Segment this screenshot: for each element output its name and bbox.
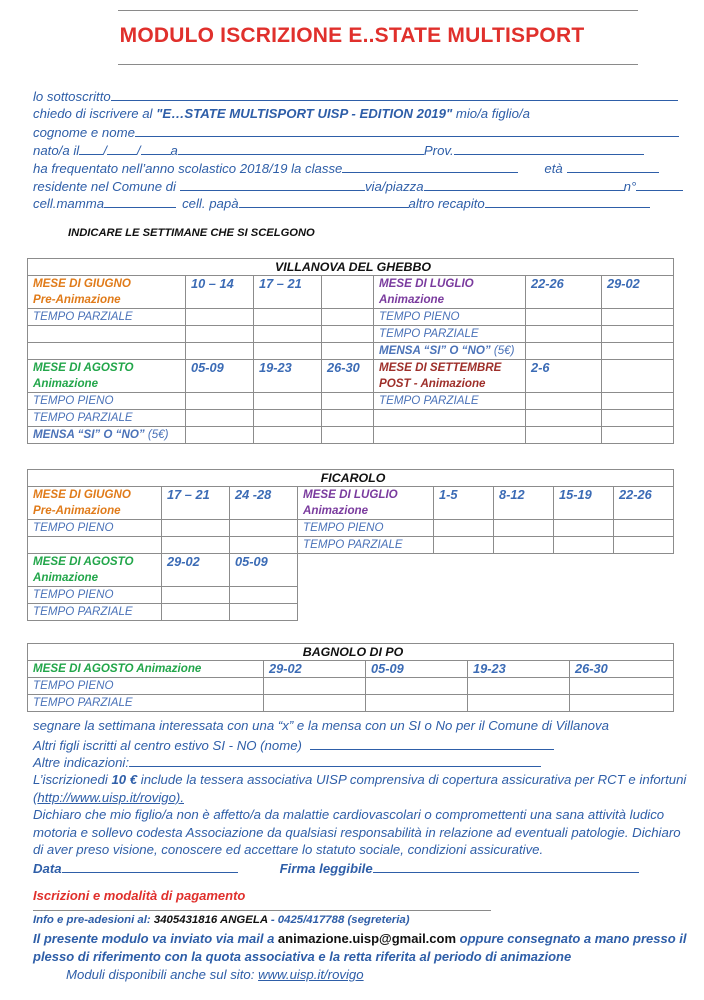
empty-cell [28, 326, 186, 343]
label-num: n° [623, 179, 637, 194]
empty-cell [186, 343, 254, 360]
empty-cell [322, 326, 374, 343]
villanova-luglio-anim: Animazione [379, 293, 445, 306]
field-data[interactable] [62, 859, 238, 873]
field-comune[interactable] [180, 177, 365, 191]
blank-area [298, 587, 674, 604]
empty-cell [322, 343, 374, 360]
checkbox-cell[interactable] [322, 393, 374, 410]
villanova-week-29-02: 29-02 [602, 276, 674, 309]
villanova-pre-anim: Pre-Animazione [33, 293, 121, 306]
checkbox-cell[interactable] [602, 343, 674, 360]
event-name: "E…STATE MULTISPORT UISP - EDITION 2019" [156, 106, 453, 121]
label-a: a [170, 143, 178, 158]
bagnolo-week-05-09: 05-09 [366, 661, 468, 678]
ficarolo-giugno-pieno: TEMPO PIENO [28, 520, 162, 537]
checkbox-cell[interactable] [614, 537, 674, 554]
ficarolo-giugno-label: MESE DI GIUGNO [33, 488, 131, 501]
field-prov[interactable] [454, 141, 644, 155]
ficarolo-luglio-anim: Animazione [303, 504, 369, 517]
note-iscrizione [33, 771, 686, 789]
villanova-agosto-mensa [28, 427, 186, 444]
empty-cell [602, 427, 674, 444]
field-num[interactable] [636, 177, 683, 191]
blank-area [298, 604, 674, 621]
bagnolo-parziale: TEMPO PARZIALE [28, 695, 264, 712]
villanova-settembre-parziale: TEMPO PARZIALE [374, 393, 526, 410]
label-eta: età [544, 161, 563, 176]
checkbox-cell[interactable] [526, 326, 602, 343]
label-altre-ind: Altre indicazioni: [33, 755, 130, 770]
field-cognome[interactable] [135, 123, 679, 137]
ficarolo-table [27, 469, 674, 621]
ficarolo-week-24-28: 24 -28 [230, 487, 298, 520]
empty-cell [28, 537, 162, 554]
ficarolo-week-15-19: 15-19 [554, 487, 614, 520]
footer-rule [33, 910, 491, 911]
bagnolo-title: BAGNOLO DI PO [28, 644, 674, 661]
checkbox-cell[interactable] [494, 537, 554, 554]
form-line-residente [33, 177, 683, 195]
villanova-settembre-cell [374, 360, 526, 393]
checkbox-cell[interactable] [366, 678, 468, 695]
villanova-empty-cell[interactable] [322, 276, 374, 309]
empty-cell [374, 410, 526, 427]
ficarolo-week-05-09: 05-09 [230, 554, 298, 587]
blank-area [298, 554, 674, 587]
checkbox-cell[interactable] [434, 537, 494, 554]
ficarolo-week-17-21: 17 – 21 [162, 487, 230, 520]
bagnolo-table [27, 643, 674, 712]
info-prefix: Info e pre-adesioni al: [33, 914, 154, 926]
bagnolo-agosto-label: MESE DI AGOSTO Animazione [28, 661, 264, 678]
checkbox-cell[interactable] [554, 537, 614, 554]
note-dich-3: di aver preso visione, conoscere ed accettare lo statuto sociale, condizioni assicurative. [33, 842, 544, 857]
iscrizioni-heading: Iscrizioni e modalità di pagamento [33, 888, 246, 903]
ficarolo-week-8-12: 8-12 [494, 487, 554, 520]
checkbox-cell[interactable] [526, 309, 602, 326]
field-cell-papa[interactable] [239, 194, 409, 208]
ficarolo-luglio-label: MESE DI LUGLIO [303, 488, 398, 501]
villanova-luglio-mensa-price: (5€) [490, 344, 515, 357]
form-line-nato [33, 141, 683, 159]
label-firma: Firma leggibile [279, 861, 373, 876]
ficarolo-luglio-cell [298, 487, 434, 520]
ficarolo-giugno-cell [28, 487, 162, 520]
checkbox-cell[interactable] [186, 393, 254, 410]
checkbox-cell[interactable] [494, 520, 554, 537]
label-cell-papa: cell. papà [182, 196, 239, 211]
indicare-heading: INDICARE LE SETTIMANE CHE SI SCELGONO [68, 227, 315, 239]
label-via: via/piazza [364, 179, 424, 194]
field-via[interactable] [424, 177, 624, 191]
invio-1a: Il presente modulo va inviato via mail a [33, 931, 278, 946]
form-line-cognome [33, 123, 683, 141]
checkbox-cell[interactable] [186, 309, 254, 326]
ficarolo-agosto-parziale: TEMPO PARZIALE [28, 604, 162, 621]
checkbox-cell[interactable] [254, 427, 322, 444]
slash-2: / [136, 143, 141, 158]
empty-cell [230, 537, 298, 554]
field-cell-mamma[interactable] [104, 194, 176, 208]
empty-cell [28, 343, 186, 360]
invio-line-2: plesso di riferimento con la quota associativa e la retta riferita al periodo di animazione [33, 949, 572, 964]
field-firma[interactable] [373, 859, 639, 873]
moduli-label: Moduli disponibili anche sul sito: [66, 967, 259, 982]
villanova-table [27, 258, 674, 444]
note-dich-1: Dichiaro che mio figlio/a non è affetto/a da malattie cardiovascolari o compromettenti una sana attività ludico [33, 807, 665, 822]
moduli-line [66, 966, 364, 984]
label-prov: Prov. [423, 143, 454, 158]
villanova-week-10-14: 10 – 14 [186, 276, 254, 309]
villanova-week-19-23: 19-23 [254, 360, 322, 393]
villanova-luglio-pieno: TEMPO PIENO [374, 309, 526, 326]
empty-cell [602, 393, 674, 410]
checkbox-cell[interactable] [468, 678, 570, 695]
label-nato: nato/a il [33, 143, 80, 158]
checkbox-cell[interactable] [162, 604, 230, 621]
bagnolo-week-29-02: 29-02 [264, 661, 366, 678]
villanova-luglio-mensa-label: MENSA “SI” O “NO” [379, 344, 491, 357]
ficarolo-agosto-cell [28, 554, 162, 587]
ficarolo-agosto-anim: Animazione [33, 571, 99, 584]
ficarolo-week-29-02: 29-02 [162, 554, 230, 587]
label-residente: residente nel Comune di [33, 179, 176, 194]
invio-line-1 [33, 931, 686, 946]
villanova-week-26-30: 26-30 [322, 360, 374, 393]
checkbox-cell[interactable] [570, 695, 674, 712]
note-data-firma [33, 859, 639, 878]
checkbox-cell[interactable] [254, 309, 322, 326]
label-cognome: cognome e nome [33, 125, 135, 140]
field-eta[interactable] [567, 159, 659, 173]
ficarolo-agosto-label: MESE DI AGOSTO [33, 555, 134, 568]
invio-1b: oppure consegnato a mano presso il [456, 931, 687, 946]
label-figlio: mio/a figlio/a [452, 106, 530, 121]
villanova-week-17-21: 17 – 21 [254, 276, 322, 309]
ficarolo-pre-anim: Pre-Animazione [33, 504, 121, 517]
label-altro: altro recapito [408, 196, 485, 211]
villanova-agosto-label: MESE DI AGOSTO [33, 361, 134, 374]
checkbox-cell[interactable] [434, 520, 494, 537]
villanova-agosto-anim: Animazione [33, 377, 99, 390]
checkbox-cell[interactable] [322, 309, 374, 326]
note-altre-ind [33, 753, 541, 772]
label-altri-figli: Altri figli iscritti al centro estivo SI - NO (nome) [33, 738, 302, 753]
form-line-sottoscritto [33, 87, 683, 105]
note-segnare: segnare la settimana interessata con una “x” e la mensa con un SI o No per il Comune di Villanova [33, 718, 609, 733]
label-cell-mamma: cell.mamma [33, 196, 105, 211]
form-line-classe [33, 159, 683, 177]
label-sottoscritto: lo sottoscritto [33, 89, 111, 104]
checkbox-cell[interactable] [526, 343, 602, 360]
checkbox-cell[interactable] [264, 678, 366, 695]
villanova-title: VILLANOVA DEL GHEBBO [28, 259, 674, 276]
empty-cell [526, 427, 602, 444]
checkbox-cell[interactable] [602, 309, 674, 326]
field-altri-figli[interactable] [310, 736, 554, 750]
link-open: ( [33, 790, 38, 805]
invio-email[interactable]: animazione.uisp@gmail.com [277, 931, 457, 946]
checkbox-cell[interactable] [162, 520, 230, 537]
checkbox-cell[interactable] [602, 326, 674, 343]
label-frequentato: ha frequentato nell’anno scolastico 2018/19 la classe [33, 161, 343, 176]
checkbox-cell[interactable] [254, 410, 322, 427]
iscr-amount: 10 € [111, 772, 138, 787]
bagnolo-pieno: TEMPO PIENO [28, 678, 264, 695]
info-phone: 3405431816 ANGELA [153, 914, 268, 926]
bagnolo-week-19-23: 19-23 [468, 661, 570, 678]
info-suffix: - 0425/417788 (segreteria) [267, 914, 410, 926]
villanova-agosto-cell [28, 360, 186, 393]
villanova-agosto-mensa-price: (5€) [144, 428, 169, 441]
ficarolo-title: FICAROLO [28, 470, 674, 487]
checkbox-cell[interactable] [614, 520, 674, 537]
field-luogo[interactable] [178, 141, 424, 155]
checkbox-cell[interactable] [186, 410, 254, 427]
villanova-giugno-label: MESE DI GIUGNO [33, 277, 131, 290]
iscr-suffix: include la tessera associativa UISP comprensiva di copertura assicurativa per RCT e infortuni [137, 772, 687, 787]
checkbox-cell[interactable] [322, 410, 374, 427]
field-sottoscritto[interactable] [111, 87, 678, 101]
empty-cell [602, 360, 674, 393]
villanova-week-05-09: 05-09 [186, 360, 254, 393]
villanova-settembre-label: MESE DI SETTEMBRE [379, 361, 502, 374]
villanova-luglio-parziale: TEMPO PARZIALE [374, 326, 526, 343]
villanova-agosto-mensa-label: MENSA “SI” O “NO” [33, 428, 145, 441]
villanova-luglio-label: MESE DI LUGLIO [379, 277, 474, 290]
checkbox-cell[interactable] [554, 520, 614, 537]
ficarolo-week-22-26: 22-26 [614, 487, 674, 520]
label-data: Data [33, 861, 62, 876]
villanova-week-22-26: 22-26 [526, 276, 602, 309]
empty-cell [162, 537, 230, 554]
villanova-week-2-6: 2-6 [526, 360, 602, 393]
empty-cell [254, 343, 322, 360]
checkbox-cell[interactable] [570, 678, 674, 695]
checkbox-cell[interactable] [254, 393, 322, 410]
checkbox-cell[interactable] [230, 587, 298, 604]
checkbox-cell[interactable] [366, 695, 468, 712]
note-dich-2: motoria e sollevo codesta Associazione da qualsiasi responsabilità in relazione ad eventuali patologie. Dichiaro [33, 825, 681, 840]
villanova-giugno-parziale: TEMPO PARZIALE [28, 309, 186, 326]
title-rule [118, 64, 638, 65]
label-chiedo: chiedo di iscrivere al [33, 106, 157, 121]
checkbox-cell[interactable] [230, 520, 298, 537]
empty-cell [374, 427, 526, 444]
field-altre-ind[interactable] [129, 753, 541, 767]
empty-cell [526, 410, 602, 427]
field-altro[interactable] [485, 194, 650, 208]
villanova-luglio-cell [374, 276, 526, 309]
bagnolo-week-26-30: 26-30 [570, 661, 674, 678]
villanova-luglio-mensa [374, 343, 526, 360]
checkbox-cell[interactable] [322, 427, 374, 444]
form-line-chiedo [33, 105, 683, 123]
empty-cell [186, 326, 254, 343]
note-link [33, 789, 184, 807]
villanova-agosto-pieno: TEMPO PIENO [28, 393, 186, 410]
ficarolo-luglio-parziale: TEMPO PARZIALE [298, 537, 434, 554]
checkbox-cell[interactable] [230, 604, 298, 621]
field-mese[interactable] [107, 141, 137, 155]
info-line [33, 914, 410, 926]
page-title: MODULO ISCRIZIONE E..STATE MULTISPORT [119, 24, 585, 47]
villanova-giugno-cell [28, 276, 186, 309]
field-anno[interactable] [141, 141, 171, 155]
empty-cell [254, 326, 322, 343]
checkbox-cell[interactable] [526, 393, 602, 410]
field-giorno[interactable] [79, 141, 103, 155]
ficarolo-week-1-5: 1-5 [434, 487, 494, 520]
form-line-cell [33, 194, 683, 212]
top-rule [118, 10, 638, 11]
villanova-post-anim: POST - Animazione [379, 377, 486, 390]
iscr-prefix: L’iscrizionedi [33, 772, 112, 787]
checkbox-cell[interactable] [162, 587, 230, 604]
ficarolo-agosto-pieno: TEMPO PIENO [28, 587, 162, 604]
checkbox-cell[interactable] [468, 695, 570, 712]
empty-cell [602, 410, 674, 427]
uisp-link[interactable]: http://www.uisp.it/rovigo). [37, 790, 184, 805]
ficarolo-luglio-pieno: TEMPO PIENO [298, 520, 434, 537]
field-classe[interactable] [342, 159, 518, 173]
checkbox-cell[interactable] [186, 427, 254, 444]
slash-1: / [103, 143, 107, 158]
moduli-link[interactable]: www.uisp.it/rovigo [258, 967, 364, 982]
villanova-agosto-parziale: TEMPO PARZIALE [28, 410, 186, 427]
checkbox-cell[interactable] [264, 695, 366, 712]
